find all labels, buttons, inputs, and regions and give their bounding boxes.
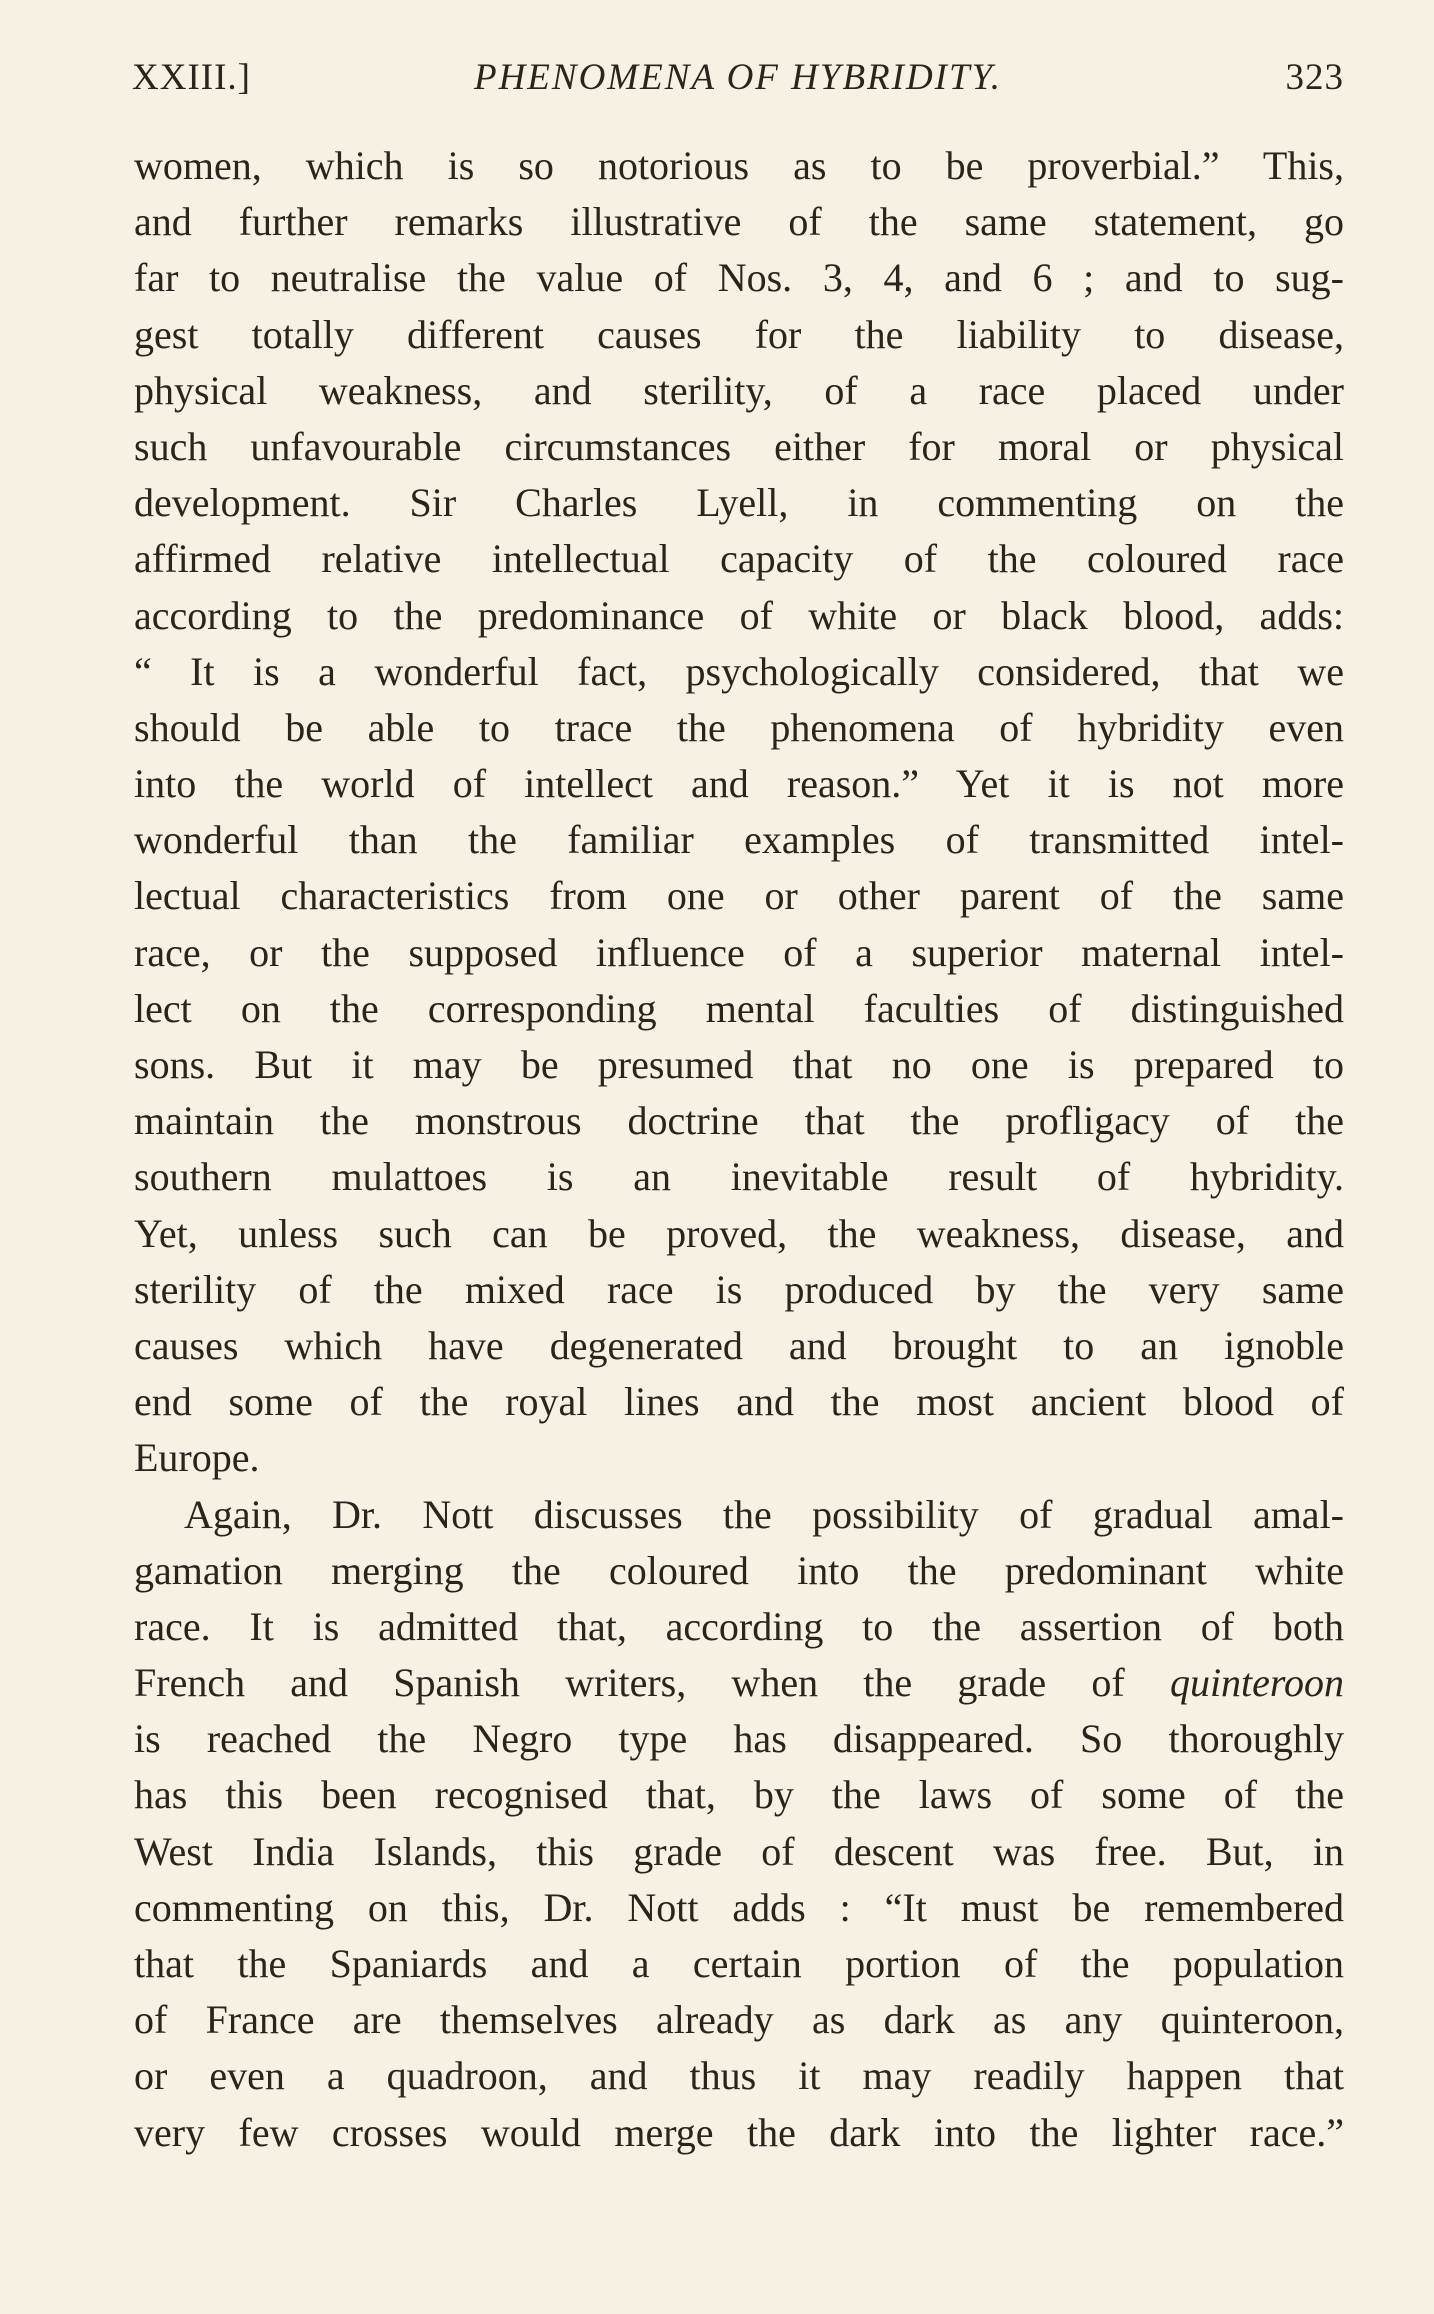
text-line: Again, Dr. Nott discusses the possibility of gradual amal- <box>184 1491 1344 1537</box>
paragraph-2 <box>134 1487 1344 2161</box>
text-line: physical weakness, and sterility, of a race placed under <box>134 367 1344 413</box>
text-line: causes which have degenerated and brought to an ignoble <box>134 1322 1344 1368</box>
text-line: sterility of the mixed race is produced by the very same <box>134 1266 1344 1312</box>
text-line: lectual characteristics from one or other parent of the same <box>134 873 1344 919</box>
text-line: Yet, unless such can be proved, the weakness, disease, and <box>134 1210 1344 1256</box>
running-head <box>132 48 1344 108</box>
emphasized-word: quinteroon <box>1169 1660 1344 1706</box>
text-line: sons. But it may be presumed that no one is prepared to <box>134 1042 1344 1087</box>
text-line: maintain the monstrous doctrine that the profligacy of the <box>134 1098 1344 1144</box>
text-line: “ It is a wonderful fact, psychologically considered, that we <box>134 648 1344 694</box>
text-line: Europe. <box>134 1435 260 1481</box>
text-line: into the world of intellect and reason.” Yet it is not more <box>134 761 1344 807</box>
text-line: wonderful than the familiar examples of transmitted intel- <box>134 817 1344 863</box>
text-line: end some of the royal lines and the most ancient blood of <box>134 1379 1344 1425</box>
text-line: or even a quadroon, and thus it may readily happen that <box>134 2053 1344 2099</box>
text-line: far to neutralise the value of Nos. 3, 4, and 6 ; and to sug- <box>134 255 1344 301</box>
paragraph-1 <box>134 138 1344 1487</box>
running-title: PHENOMENA OF HYBRIDITY. <box>473 57 1003 98</box>
chapter-number: XXIII.] <box>132 57 251 98</box>
text-line: very few crosses would merge the dark into the lighter race.” <box>134 2109 1344 2155</box>
text-line: lect on the corresponding mental faculties of distinguished <box>134 985 1344 1031</box>
text-line: of France are themselves already as dark as any quinteroon, <box>134 1997 1344 2043</box>
page-number: 323 <box>1285 57 1344 98</box>
text-line: race. It is admitted that, according to the assertion of both <box>134 1603 1344 1649</box>
text-line: has this been recognised that, by the laws of some of the <box>134 1772 1344 1818</box>
text-line: and further remarks illustrative of the same statement, go <box>134 199 1344 245</box>
text-line: is reached the Negro type has disappeared. So thoroughly <box>134 1716 1344 1762</box>
text-line: development. Sir Charles Lyell, in commenting on the <box>134 480 1344 526</box>
body-text <box>134 138 1344 2161</box>
text-line: gamation merging the coloured into the predominant white <box>134 1547 1344 1593</box>
text-line: women, which is so notorious as to be proverbial.” This, <box>134 143 1344 188</box>
text-line: West India Islands, this grade of descent was free. But, in <box>134 1828 1344 1874</box>
text-line: race, or the supposed influence of a superior maternal intel- <box>134 929 1344 975</box>
text-line: French and Spanish writers, when the grade of quinteroon <box>134 1660 1344 1706</box>
text-line: affirmed relative intellectual capacity of the coloured race <box>134 536 1344 582</box>
text-line: should be able to trace the phenomena of hybridity even <box>134 704 1344 750</box>
text-line: southern mulattoes is an inevitable result of hybridity. <box>134 1154 1344 1200</box>
text-line: according to the predominance of white or black blood, adds: <box>134 592 1344 638</box>
text-line: commenting on this, Dr. Nott adds : “It must be remembered <box>134 1884 1344 1930</box>
text-line: gest totally different causes for the liability to disease, <box>134 311 1344 357</box>
text-line: such unfavourable circumstances either for moral or physical <box>134 423 1344 469</box>
text-line: that the Spaniards and a certain portion of the population <box>134 1941 1344 1986</box>
